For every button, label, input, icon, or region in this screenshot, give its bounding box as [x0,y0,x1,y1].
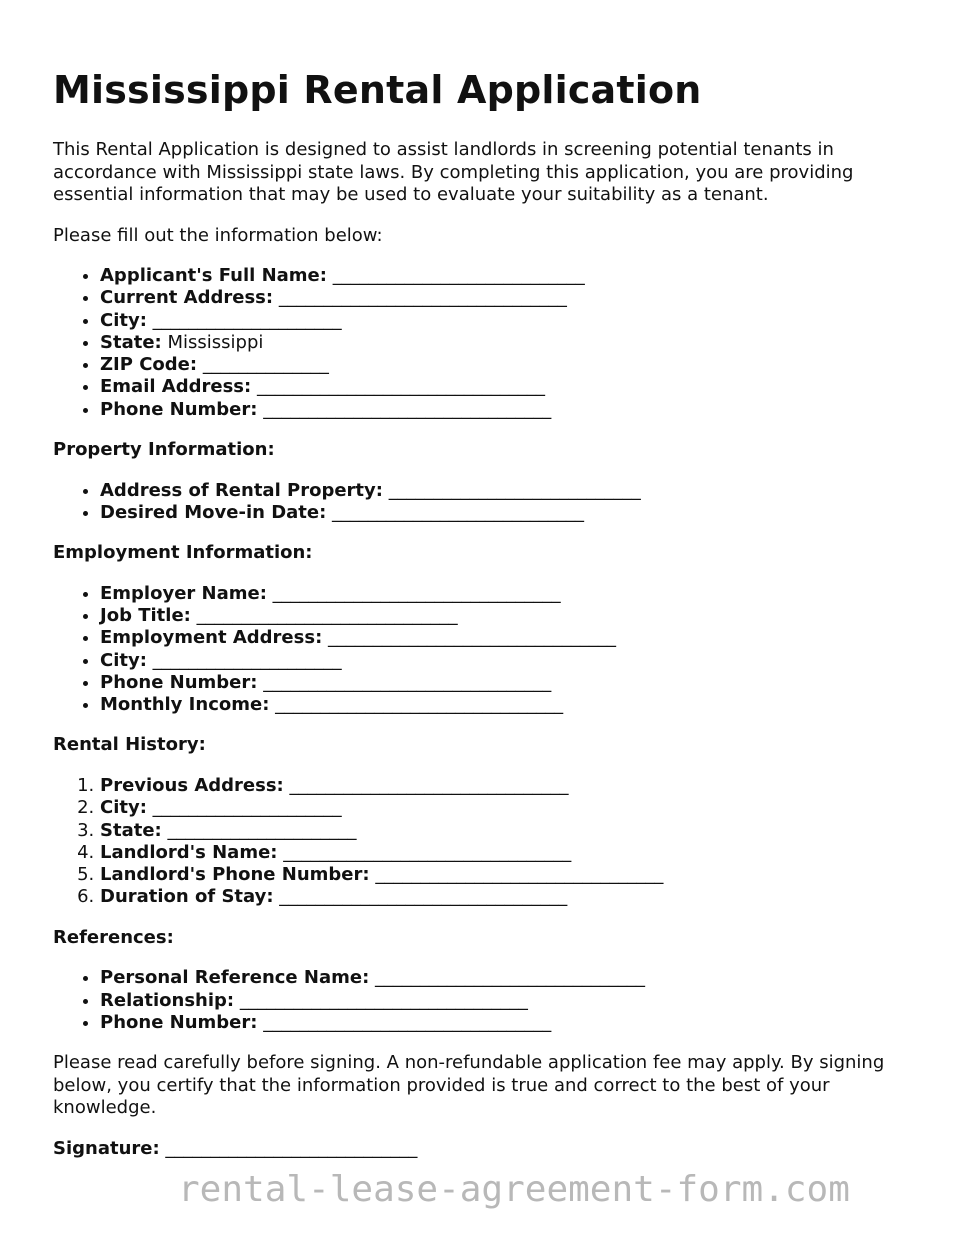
references-section-title: References: [53,926,174,948]
field-label: Duration of Stay: [100,886,274,908]
field-blank: _______________________________ [289,774,569,796]
field-blank: ____________________________ [388,479,641,501]
field-value: Mississippi [167,331,264,353]
list-item [100,627,913,649]
page-title: Mississippi Rental Application [53,68,702,112]
field-blank: ______________ [202,354,329,376]
document-page [53,60,913,1160]
field-label: Applicant's Full Name: [100,265,327,286]
rental-history-section-title: Rental History: [53,734,206,756]
property-list [53,480,913,525]
list-item [100,265,913,287]
field-blank: _____________________ [152,309,342,331]
signature-label: Signature: [53,1137,160,1159]
field-blank: ____________________________ [332,501,585,523]
list-item [100,605,913,627]
field-label: Current Address: [100,287,274,309]
field-label: Phone Number: [100,1011,258,1033]
list-item [100,886,913,908]
list-item [100,672,913,694]
field-blank: ________________________________ [283,841,572,863]
list-item [100,775,913,797]
closing-paragraph: Please read carefully before signing. A non-refundable application fee may apply. By signing below, you certify that the information provided is true and correct to the best of your knowledge. [53,1052,885,1119]
field-label: Employer Name: [100,582,267,604]
list-item [100,332,913,354]
field-blank: _____________________ [152,797,342,819]
applicant-list [53,265,913,421]
list-item [100,864,913,886]
field-label: ZIP Code: [100,354,198,376]
list-item [100,310,913,332]
field-label: Personal Reference Name: [100,967,370,989]
employment-section-title: Employment Information: [53,542,313,564]
list-item [100,694,913,716]
field-blank: ________________________________ [272,582,561,604]
field-label: State: [100,819,162,841]
field-label: Phone Number: [100,671,258,693]
list-item [100,480,913,502]
field-label: City: [100,797,147,819]
field-blank: ________________________________ [263,671,552,693]
list-item [100,287,913,309]
field-blank: _____________________________ [196,604,458,626]
field-blank: ________________________________ [328,627,617,649]
intro-paragraph: This Rental Application is designed to assist landlords in screening potential tenants in accordance with Mississippi state laws. By completing this application, you are providing essential information that may be used to evaluate your suitability as a tenant. [53,139,854,205]
list-item [100,842,913,864]
instruction-text: Please fill out the information below: [53,224,383,246]
list-item [100,797,913,819]
site-watermark: rental-lease-agreement-form.com [178,1169,850,1210]
references-list [53,967,913,1034]
field-blank: _____________________ [167,819,357,841]
field-blank: ____________________________ [332,265,585,286]
field-label: Monthly Income: [100,694,270,716]
field-label: Relationship: [100,989,235,1011]
field-blank: ________________________________ [278,287,567,309]
list-item [100,820,913,842]
list-item [100,376,913,398]
signature-blank: ____________________________ [165,1137,418,1159]
list-item [100,502,913,524]
field-blank: ________________________________ [256,376,545,398]
list-item [100,399,913,421]
rental-history-list [53,775,913,909]
list-item [100,967,913,989]
list-item [100,354,913,376]
field-blank: ________________________________ [239,989,528,1011]
list-item [100,990,913,1012]
field-label: Employment Address: [100,627,323,649]
field-label: Phone Number: [100,398,258,420]
field-label: Previous Address: [100,774,284,796]
field-label: Email Address: [100,376,252,398]
field-label: City: [100,649,147,671]
field-label: State: [100,331,162,353]
list-item [100,650,913,672]
field-blank: ________________________________ [375,864,664,886]
employment-list [53,583,913,717]
property-section-title: Property Information: [53,439,275,461]
field-blank: ________________________________ [279,886,568,908]
field-label: Desired Move-in Date: [100,501,327,523]
signature-line [53,1138,913,1161]
field-label: Landlord's Name: [100,841,278,863]
field-label: Landlord's Phone Number: [100,864,370,886]
list-item [100,583,913,605]
field-label: Job Title: [100,604,191,626]
field-label: Address of Rental Property: [100,479,383,501]
field-blank: ________________________________ [263,1011,552,1033]
field-blank: ________________________________ [263,398,552,420]
list-item [100,1012,913,1034]
field-blank: ______________________________ [375,967,646,989]
field-label: City: [100,309,147,331]
field-blank: _____________________ [152,649,342,671]
field-blank: ________________________________ [275,694,564,716]
